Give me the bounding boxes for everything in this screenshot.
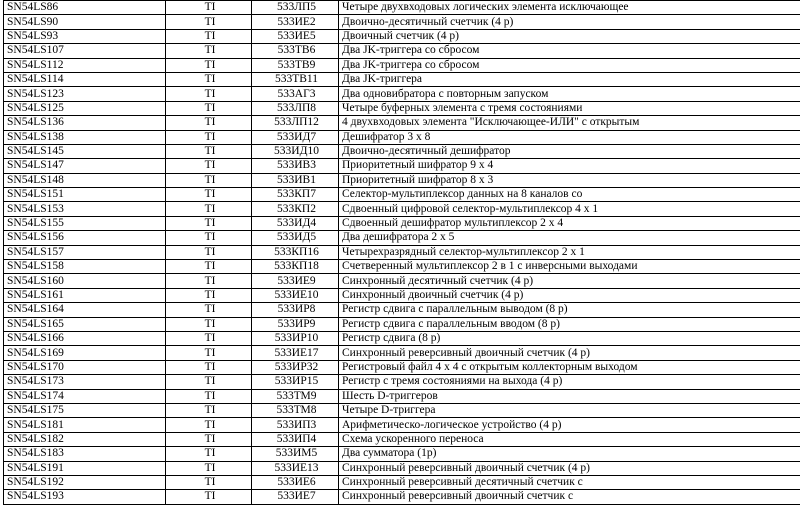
manufacturer-cell: TI — [166, 116, 252, 130]
description-cell: Селектор-мультиплексор данных на 8 каналов со — [339, 188, 800, 202]
part-number-cell: SN54LS191 — [4, 461, 166, 475]
analog-part-cell: 533АГ3 — [252, 87, 339, 101]
manufacturer-cell: TI — [166, 44, 252, 58]
table-row — [4, 216, 800, 230]
table-row — [4, 389, 800, 403]
analog-part-cell: 533ЛП12 — [252, 116, 339, 130]
table-row — [4, 432, 800, 446]
description-cell: Четыре двухвходовых логических элемента исключающее — [339, 1, 800, 15]
part-number-cell: SN54LS123 — [4, 87, 166, 101]
analog-part-cell: 533ИР32 — [252, 360, 339, 374]
table-row — [4, 447, 800, 461]
part-number-cell: SN54LS125 — [4, 101, 166, 115]
manufacturer-cell: TI — [166, 418, 252, 432]
description-cell: Два дешифратора 2 х 5 — [339, 231, 800, 245]
analog-part-cell: 533ЛП5 — [252, 1, 339, 15]
description-cell: Сдвоенный цифровой селектор-мультиплексор 4 х 1 — [339, 202, 800, 216]
manufacturer-cell: TI — [166, 130, 252, 144]
analog-part-cell: 533ИЕ2 — [252, 15, 339, 29]
table-row — [4, 72, 800, 86]
manufacturer-cell: TI — [166, 15, 252, 29]
analog-part-cell: 533ИЕ17 — [252, 346, 339, 360]
part-number-cell: SN54LS160 — [4, 274, 166, 288]
part-number-cell: SN54LS136 — [4, 116, 166, 130]
analog-part-cell: 533ИП4 — [252, 432, 339, 446]
part-number-cell: SN54LS170 — [4, 360, 166, 374]
manufacturer-cell: TI — [166, 331, 252, 345]
analog-part-cell: 533ТВ6 — [252, 44, 339, 58]
description-cell: Двоичный счетчик (4 р) — [339, 29, 800, 43]
part-number-cell: SN54LS193 — [4, 490, 166, 504]
table-row — [4, 418, 800, 432]
table-row — [4, 1, 800, 15]
part-number-cell: SN54LS161 — [4, 288, 166, 302]
part-number-cell: SN54LS157 — [4, 245, 166, 259]
part-number-cell: SN54LS148 — [4, 173, 166, 187]
analog-part-cell: 533ИМ5 — [252, 447, 339, 461]
part-number-cell: SN54LS182 — [4, 432, 166, 446]
table-row — [4, 346, 800, 360]
analog-part-cell: 533ИД7 — [252, 130, 339, 144]
manufacturer-cell: TI — [166, 317, 252, 331]
manufacturer-cell: TI — [166, 461, 252, 475]
analog-part-cell: 533ИЕ5 — [252, 29, 339, 43]
description-cell: Шесть D-триггеров — [339, 389, 800, 403]
table-row — [4, 188, 800, 202]
table-row — [4, 116, 800, 130]
description-cell: Синхронный реверсивный десятичный счетчик с — [339, 475, 800, 489]
manufacturer-cell: TI — [166, 173, 252, 187]
table-row — [4, 101, 800, 115]
table-row — [4, 360, 800, 374]
analog-part-cell: 533ИЕ13 — [252, 461, 339, 475]
description-cell: Приоритетный шифратор 8 х 3 — [339, 173, 800, 187]
manufacturer-cell: TI — [166, 216, 252, 230]
analog-part-cell: 533КП7 — [252, 188, 339, 202]
manufacturer-cell: TI — [166, 303, 252, 317]
description-cell: Два одновибратора с повторным запуском — [339, 87, 800, 101]
manufacturer-cell: TI — [166, 375, 252, 389]
table-row — [4, 202, 800, 216]
part-number-cell: SN54LS192 — [4, 475, 166, 489]
table-row — [4, 159, 800, 173]
description-cell: Два JK-триггера со сбросом — [339, 44, 800, 58]
analog-part-cell: 533ТМ9 — [252, 389, 339, 403]
description-cell: Счетверенный мультиплексор 2 в 1 с инверсными выходами — [339, 260, 800, 274]
analog-part-cell: 533ИЕ10 — [252, 288, 339, 302]
table-row — [4, 461, 800, 475]
manufacturer-cell: TI — [166, 72, 252, 86]
analog-part-cell: 533ИЕ7 — [252, 490, 339, 504]
manufacturer-cell: TI — [166, 188, 252, 202]
analog-part-cell: 533КП18 — [252, 260, 339, 274]
part-number-cell: SN54LS183 — [4, 447, 166, 461]
part-number-cell: SN54LS86 — [4, 1, 166, 15]
component-analog-table — [3, 0, 800, 505]
table-row — [4, 144, 800, 158]
description-cell: Регистровый файл 4 х 4 с открытым коллекторным выходом — [339, 360, 800, 374]
part-number-cell: SN54LS145 — [4, 144, 166, 158]
part-number-cell: SN54LS181 — [4, 418, 166, 432]
analog-part-cell: 533ИД4 — [252, 216, 339, 230]
manufacturer-cell: TI — [166, 432, 252, 446]
manufacturer-cell: TI — [166, 1, 252, 15]
part-number-cell: SN54LS153 — [4, 202, 166, 216]
part-number-cell: SN54LS138 — [4, 130, 166, 144]
description-cell: Синхронный десятичный счетчик (4 р) — [339, 274, 800, 288]
part-number-cell: SN54LS174 — [4, 389, 166, 403]
analog-part-cell: 533ИВ3 — [252, 159, 339, 173]
manufacturer-cell: TI — [166, 490, 252, 504]
description-cell: Двоично-десятичный дешифратор — [339, 144, 800, 158]
analog-part-cell: 533ИВ1 — [252, 173, 339, 187]
part-number-cell: SN54LS158 — [4, 260, 166, 274]
table-row — [4, 403, 800, 417]
table-row — [4, 274, 800, 288]
part-number-cell: SN54LS173 — [4, 375, 166, 389]
description-cell: 4 двухвходовых элемента "Исключающее-ИЛИ" с открытым — [339, 116, 800, 130]
table-row — [4, 58, 800, 72]
manufacturer-cell: TI — [166, 389, 252, 403]
analog-part-cell: 533КП16 — [252, 245, 339, 259]
description-cell: Четырехразрядный селектор-мультиплексор 2 х 1 — [339, 245, 800, 259]
manufacturer-cell: TI — [166, 260, 252, 274]
table-row — [4, 490, 800, 504]
analog-part-cell: 533ИР10 — [252, 331, 339, 345]
manufacturer-cell: TI — [166, 403, 252, 417]
table-row — [4, 331, 800, 345]
part-number-cell: SN54LS112 — [4, 58, 166, 72]
manufacturer-cell: TI — [166, 58, 252, 72]
part-number-cell: SN54LS151 — [4, 188, 166, 202]
analog-part-cell: 533ИЕ6 — [252, 475, 339, 489]
description-cell: Четыре буферных элемента с тремя состояниями — [339, 101, 800, 115]
part-number-cell: SN54LS107 — [4, 44, 166, 58]
analog-part-cell: 533ЛП8 — [252, 101, 339, 115]
table-row — [4, 231, 800, 245]
analog-part-cell: 533ИД5 — [252, 231, 339, 245]
manufacturer-cell: TI — [166, 274, 252, 288]
manufacturer-cell: TI — [166, 475, 252, 489]
analog-part-cell: 533ИЕ9 — [252, 274, 339, 288]
description-cell: Арифметическо-логическое устройство (4 р) — [339, 418, 800, 432]
description-cell: Синхронный реверсивный двоичный счетчик (4 р) — [339, 346, 800, 360]
analog-part-cell: 533КП2 — [252, 202, 339, 216]
manufacturer-cell: TI — [166, 202, 252, 216]
analog-part-cell: 533ИР8 — [252, 303, 339, 317]
manufacturer-cell: TI — [166, 144, 252, 158]
analog-part-cell: 533ИД10 — [252, 144, 339, 158]
table-row — [4, 130, 800, 144]
manufacturer-cell: TI — [166, 360, 252, 374]
analog-part-cell: 533ТМ8 — [252, 403, 339, 417]
part-number-cell: SN54LS166 — [4, 331, 166, 345]
description-cell: Два сумматора (1р) — [339, 447, 800, 461]
description-cell: Регистр сдвига (8 р) — [339, 331, 800, 345]
manufacturer-cell: TI — [166, 87, 252, 101]
part-number-cell: SN54LS156 — [4, 231, 166, 245]
manufacturer-cell: TI — [166, 159, 252, 173]
table-row — [4, 245, 800, 259]
table-row — [4, 87, 800, 101]
description-cell: Синхронный реверсивный двоичный счетчик с — [339, 490, 800, 504]
table-row — [4, 475, 800, 489]
description-cell: Приоритетный шифратор 9 х 4 — [339, 159, 800, 173]
manufacturer-cell: TI — [166, 346, 252, 360]
description-cell: Два JK-триггера — [339, 72, 800, 86]
part-number-cell: SN54LS147 — [4, 159, 166, 173]
manufacturer-cell: TI — [166, 29, 252, 43]
manufacturer-cell: TI — [166, 447, 252, 461]
description-cell: Синхронный двоичный счетчик (4 р) — [339, 288, 800, 302]
description-cell: Четыре D-триггера — [339, 403, 800, 417]
description-cell: Регистр с тремя состояниями на выхода (4 р) — [339, 375, 800, 389]
description-cell: Два JK-триггера со сбросом — [339, 58, 800, 72]
description-cell: Синхронный реверсивный двоичный счетчик (4 р) — [339, 461, 800, 475]
analog-part-cell: 533ИП3 — [252, 418, 339, 432]
description-cell: Двоично-десятичный счетчик (4 р) — [339, 15, 800, 29]
part-number-cell: SN54LS114 — [4, 72, 166, 86]
manufacturer-cell: TI — [166, 245, 252, 259]
part-number-cell: SN54LS164 — [4, 303, 166, 317]
part-number-cell: SN54LS90 — [4, 15, 166, 29]
table-row — [4, 15, 800, 29]
table-row — [4, 44, 800, 58]
table-row — [4, 173, 800, 187]
part-number-cell: SN54LS165 — [4, 317, 166, 331]
description-cell: Регистр сдвига с параллельным вводом (8 р) — [339, 317, 800, 331]
analog-part-cell: 533ИР9 — [252, 317, 339, 331]
part-number-cell: SN54LS155 — [4, 216, 166, 230]
part-number-cell: SN54LS93 — [4, 29, 166, 43]
manufacturer-cell: TI — [166, 288, 252, 302]
table-body — [4, 1, 800, 505]
manufacturer-cell: TI — [166, 101, 252, 115]
table-row — [4, 375, 800, 389]
table-row — [4, 29, 800, 43]
description-cell: Дешифратор 3 х 8 — [339, 130, 800, 144]
table-row — [4, 260, 800, 274]
description-cell: Регистр сдвига с параллельным выводом (8 р) — [339, 303, 800, 317]
table-row — [4, 303, 800, 317]
description-cell: Схема ускоренного переноса — [339, 432, 800, 446]
part-number-cell: SN54LS169 — [4, 346, 166, 360]
part-number-cell: SN54LS175 — [4, 403, 166, 417]
analog-part-cell: 533ИР15 — [252, 375, 339, 389]
table-row — [4, 288, 800, 302]
manufacturer-cell: TI — [166, 231, 252, 245]
analog-part-cell: 533ТВ9 — [252, 58, 339, 72]
table-row — [4, 317, 800, 331]
analog-part-cell: 533ТВ11 — [252, 72, 339, 86]
description-cell: Сдвоенный дешифратор мультиплексор 2 х 4 — [339, 216, 800, 230]
